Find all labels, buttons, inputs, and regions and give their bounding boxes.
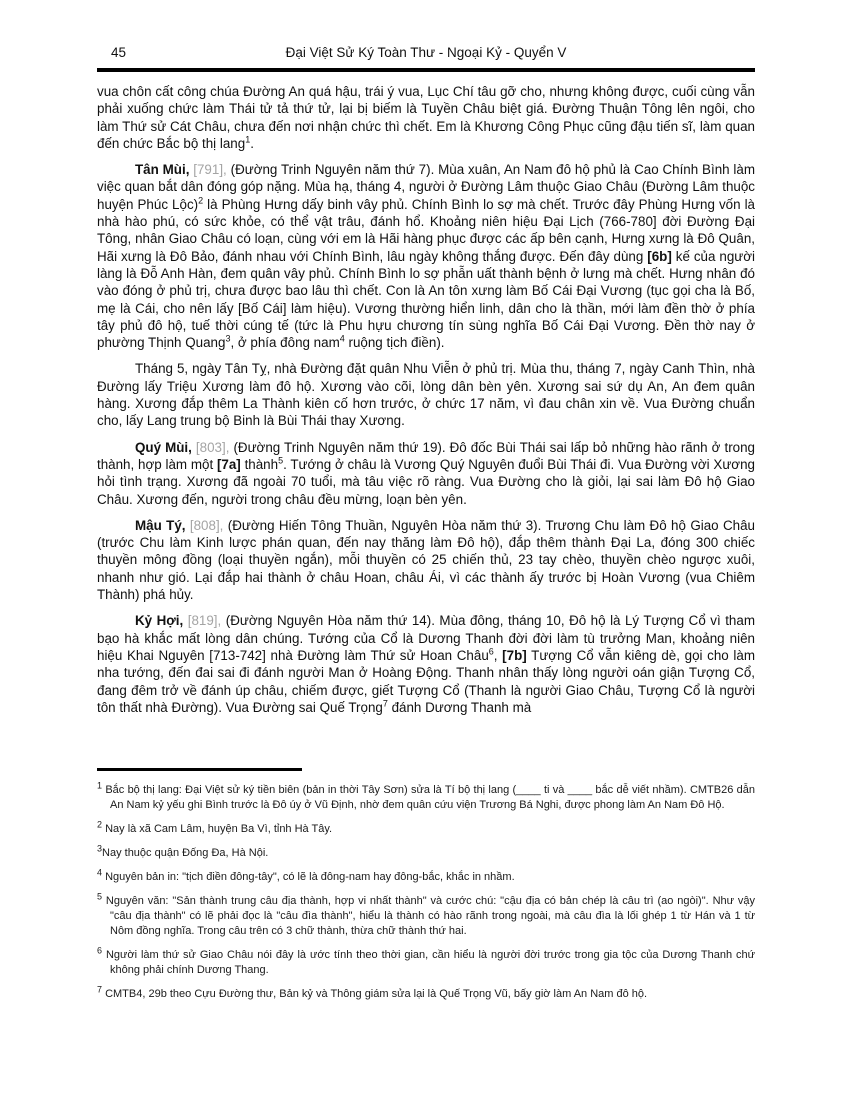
paragraph <box>97 83 755 152</box>
text-segment: vua chôn cất công chúa Đường An quá hậu, trái ý vua, Lục Chí tâu gỡ cho, nhưng không được, cuối cùng vẫn phải xuống chức làm Thái tử tả thứ tử, lại bị biếm là Tuyền Châu biệt giá. Đường Thuận Tông lên ngôi, cho làm Thứ sử Cát Châu, chưa đến nơi nhận chức thì chết. Em là Khương Công Phục cũng đậu tiến sĩ, làm quan đến chức Bắc bộ thị lang <box>97 84 755 151</box>
footnote: $^7$ CMTB4, 29b theo Cựu Đường thư, Bản kỷ và Thông giám sửa lại là Quế Trọng Vũ, bấy giờ làm An Nam đô hộ. <box>97 984 648 1001</box>
footnote-ref: 1 <box>245 134 251 145</box>
bold-text: Mậu Tý, <box>135 517 190 533</box>
text-segment: , <box>493 647 503 663</box>
text-segment: (Đường Hiến Tông Thuần, Nguyên Hòa năm thứ 3). Trương Chu làm Đô hộ Giao Châu (trước Chu làm Kinh lược phán quan, đến nay thăng làm Đô hộ), đắp thêm thành Đại La, đóng 300 chiếc thuyền mông đồng (loại thuyền ngắn), mỗi thuyền có 25 chiến thủ, 23 tay chèo, thuyền chèo ngược xuôi, nhanh như gió. Lại đắp hai thành ở châu Hoan, châu Ái, vì các thành ấy trước bị Hoàn Vương (vua Chiêm Thành) phá hủy. <box>97 517 755 603</box>
text-segment: (Đường Trinh Nguyên năm thứ 19). Đô đốc Bùi Thái sai lấp bỏ những hào rãnh ở trong thành, hợp làm một <box>97 439 755 472</box>
year-bracket: [819], <box>187 613 226 629</box>
year-bracket: [803], <box>195 439 234 455</box>
footnote-ref: 3 <box>225 333 231 344</box>
text-segment: đánh Dương Thanh mà <box>387 699 532 715</box>
text-segment: (Đường Trinh Nguyên năm thứ 7). Mùa xuân, An Nam đô hộ phủ là Cao Chính Bình làm việc quan bắt dân đóng góp nặng. Mùa hạ, tháng 4, người ở Đường Lâm thuộc Giao Châu (Đường Lâm thuộc huyện Phúc Lộc) <box>97 162 755 212</box>
text-segment: ruộng tịch điền). <box>344 335 445 351</box>
text-segment: . Tướng ở châu là Vương Quý Nguyên đuổi Bùi Thái đi. Vua Đường vời Xương hỏi tình trạng. Xương đã ngoài 70 tuổi, mà tâu việc rõ ràng. Vua Đường cho là giỏi, lại sai làm Đô hộ Giao Châu. Xương đến, người trong châu đều mừng, loạn bèn yên. <box>97 456 755 507</box>
footnote: $^3$Nay thuộc quận Đống Đa, Hà Nội. <box>97 843 269 860</box>
bold-text: Kỷ Hợi, <box>135 613 188 629</box>
bold-text: [6b] <box>647 248 672 264</box>
footnote-ref: 4 <box>339 333 345 344</box>
footnote-number: 4 <box>97 867 103 878</box>
footnote: $^1$ Bắc bộ thị lang: Đại Việt sử ký tiền biên (bản in thời Tây Sơn) sửa là Tí bộ thị lang (____ ti và ____ bắc dễ viết nhầm). CMTB26 dẫn An Nam kỷ yếu ghi Bình trước là Đô úy ở Vũ Định, nhờ đem quân cứu viện Trương Bá Nghi, được phong làm An Nam Đô Hộ. <box>97 780 755 812</box>
text-segment: . <box>250 135 254 151</box>
footnote: $^2$ Nay là xã Cam Lâm, huyện Ba Vì, tỉnh Hà Tây. <box>97 819 333 836</box>
header-rule <box>97 68 755 72</box>
page-header <box>97 44 755 62</box>
text-segment: là Phùng Hưng dấy binh vây phủ. Chính Bình lo sợ mà chết. Trước đây Phùng Hưng vốn là nhà hào phú, có sức khỏe, có thể vật trâu, đánh hổ. Khoảng niên hiệu Đại Lịch (766-780] đời Đường Đại Tông, nhân Giao Châu có loạn, cùng với em là Hãi hàng phục được các ấp bên cạnh, Hưng xưng là Đô Quân, Hãi xưng là Đô Bảo, đánh nhau với Chính Bình, lâu ngày không thắng được. Đến đây dùng <box>97 196 756 264</box>
footnote: $^6$ Người làm thứ sử Giao Châu nói đây là ước tính theo thời gian, cần hiểu là người đời trước trong gia tộc của Dương Thanh chứ không phải chính Dương Thang. <box>97 945 755 977</box>
footnote-number: 6 <box>97 945 103 956</box>
footnote-separator <box>97 768 302 771</box>
body-text <box>97 83 755 716</box>
footnote: $^5$ Nguyên văn: "Sản thành trung câu địa thành, hợp vi nhất thành" và cước chú: "cậu địa có bản chép là câu trì (ao ngòi)". Như vậy "câu địa thành" có lẽ phải đọc là "câu đìa thành", hiểu là thành có hào rãnh trong ngoài, mà câu đìa là lối ghép 1 từ Hán và 1 từ Nôm đồng nghĩa. Trong câu trên có 3 chữ thành, thừa chữ thành thứ hai. <box>97 891 755 938</box>
footnote: $^4$ Nguyên bản in: "tịch điền đông-tây", có lẽ là đông-nam hay đông-bắc, khắc in nhầm. <box>97 867 515 884</box>
text-segment: (Đường Nguyên Hòa năm thứ 14). Mùa đông, tháng 10, Đô hộ là Lý Tượng Cổ vì tham bạo hà khắc mất lòng dân chúng. Tướng của Cổ là Dương Thanh đời đời làm tù trưởng Man, khoảng niên hiệu Khai Nguyên [713-742] nhà Đường làm Thứ sử Hoan Châu <box>97 613 755 663</box>
footnote-number: 7 <box>97 984 103 995</box>
footnote-ref: 6 <box>488 646 494 657</box>
paragraph <box>97 360 755 429</box>
year-bracket: [791], <box>193 162 231 178</box>
year-bracket: [808], <box>189 517 228 533</box>
paragraph <box>97 439 755 508</box>
page-number: 45 <box>111 45 127 60</box>
bold-text: [7a] <box>216 456 241 472</box>
text-segment: Tháng 5, ngày Tân Tỵ, nhà Đường đặt quân Nhu Viễn ở phủ trị. Mùa thu, tháng 7, ngày Canh Thìn, nhà Đường lấy Triệu Xương làm đô hộ. Xương vào cõi, lòng dân bèn yên. Xương sai sứ dụ An, An đem quân hàng. Xương đắp thêm La Thành kiên cố hơn trước, ở chức 17 năm, vì đau chân xin về. Vua Đường chuẩn cho, lấy Lang trung bộ Binh là Bùi Thái thay Xương. <box>97 361 755 429</box>
text-segment: thành <box>240 456 279 472</box>
bold-text: Tân Mùi, <box>135 162 194 178</box>
text-segment: , ở phía đông nam <box>230 335 340 351</box>
bold-text: Quý Mùi, <box>135 439 196 455</box>
footnote-number: 5 <box>97 891 103 902</box>
footnotes <box>97 780 755 1002</box>
bold-text: [7b] <box>502 647 527 663</box>
page-title: Đại Việt Sử Ký Toàn Thư - Ngoại Kỷ - Quyển V <box>285 45 567 60</box>
page-content <box>97 44 755 1011</box>
footnote-ref: 5 <box>278 455 284 466</box>
footnote-number: 1 <box>97 780 103 791</box>
text-segment: kế của người làng là Đỗ Anh Hàn, đem quân vây phủ. Chính Bình lo sợ phẫn uất thành bệnh ở lưng mà chết. Hưng nhân đó vào đóng ở phủ trị, chưa được bao lâu thì chết. Con là An tôn xưng làm Bố Cái Đại Vương (tục gọi cha là Bố, mẹ là Cái, cho nên lấy [Bố Cái] làm hiệu). Vương thường hiển linh, dân cho là thần, mới làm đền thờ ở phía tây phủ đô hộ, tuế thời cúng tế (tức là Phu hựu chương tín sùng nghĩa Bố Cái Đại Vương. Đền thờ nay ở phường Thịnh Quang <box>97 248 755 351</box>
footnote-ref: 7 <box>382 698 388 709</box>
text-segment: Tượng Cổ vẫn kiêng dè, gọi cho làm nha tướng, đến đai sai đi đánh người Man ở Hoàng Động. Thanh nhân thấy lòng người oán giận Tượng Cổ, đang đêm trở về đánh úp châu, chiếm được, giết Tượng Cổ (Thanh là người Giao Châu, Tượng Cổ là người tôn thất nhà Đường). Vua Đường sai Quế Trọng <box>97 647 755 715</box>
paragraph <box>97 612 755 716</box>
paragraph <box>97 517 755 603</box>
footnote-number: 2 <box>97 819 103 830</box>
footnote-number: 3 <box>97 843 103 854</box>
footnote-ref: 2 <box>198 195 204 206</box>
paragraph <box>97 161 755 351</box>
